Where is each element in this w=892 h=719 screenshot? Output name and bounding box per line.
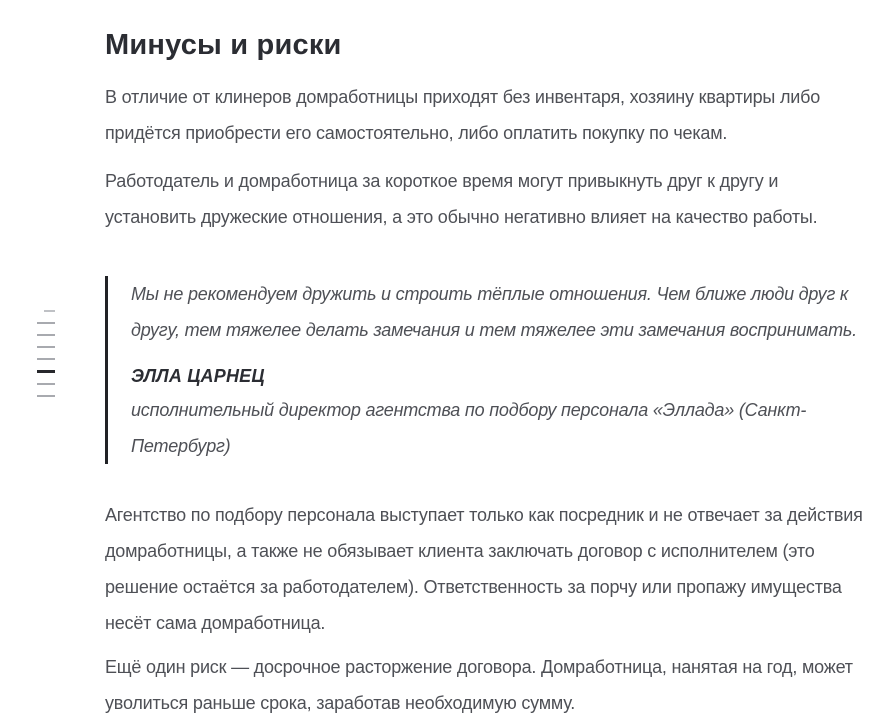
quote-author-role: исполнительный директор агентства по подбору персонала «Эллада» (Санкт-Петербург): [131, 400, 807, 456]
section-heading: Минусы и риски: [105, 29, 342, 61]
progress-nav-item-2[interactable]: [37, 322, 55, 324]
paragraph-4: Ещё один риск — досрочное расторжение договора. Домработница, нанятая на год, может уволиться раньше срока, заработав необходимую сумму.: [105, 657, 853, 713]
expert-quote: [105, 276, 873, 464]
progress-nav-item-4[interactable]: [37, 346, 55, 348]
paragraph-2: Работодатель и домработница за короткое время могут привыкнуть друг к другу и установить дружеские отношения, а это обычно негативно влияет на качество работы.: [105, 171, 818, 227]
progress-nav-item-1[interactable]: [44, 310, 55, 312]
progress-nav-item-6[interactable]: [37, 370, 55, 373]
paragraph-1: В отличие от клинеров домработницы приходят без инвентаря, хозяину квартиры либо придётся приобрести его самостоятельно, либо оплатить покупку по чекам.: [105, 87, 821, 143]
progress-nav-item-3[interactable]: [37, 334, 55, 336]
article-progress-nav[interactable]: [37, 310, 55, 407]
progress-nav-item-5[interactable]: [37, 358, 55, 360]
paragraph-3: Агентство по подбору персонала выступает только как посредник и не отвечает за действия домработницы, а также не обязывает клиента заключать договор с исполнителем (это решение остаётся за работодателем). Ответственность за порчу или пропажу имущества несёт сама домработница.: [105, 505, 863, 633]
quote-author-name: ЭЛЛА ЦАРНЕЦ: [131, 366, 265, 386]
progress-nav-item-8[interactable]: [37, 395, 55, 397]
progress-nav-item-7[interactable]: [37, 383, 55, 385]
quote-text: Мы не рекомендуем дружить и строить тёплые отношения. Чем ближе люди друг к другу, тем тяжелее делать замечания и тем тяжелее эти замечания воспринимать.: [131, 284, 857, 340]
